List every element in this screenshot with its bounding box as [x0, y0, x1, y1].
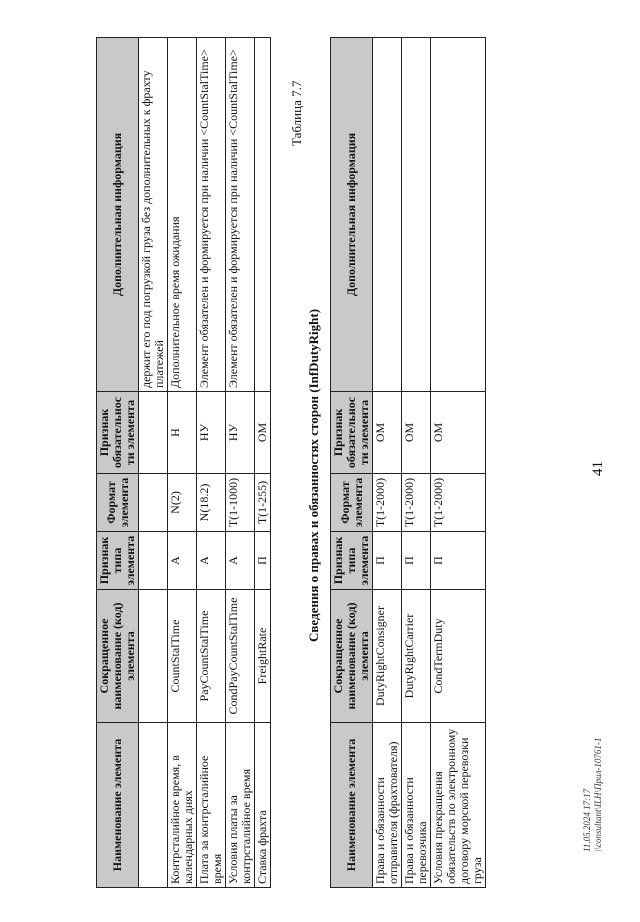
- duty-right-table: [330, 37, 486, 888]
- cell-required: ОМ: [431, 392, 486, 474]
- cell-code: CondPayCountStalTime: [226, 590, 255, 723]
- header-element-code: Сокращенное наименование (код) элемента: [97, 590, 139, 723]
- cell-format: T(1-2000): [402, 474, 431, 532]
- cell-format: T(1-2000): [373, 474, 402, 532]
- cell-format: T(1-2000): [431, 474, 486, 532]
- cell-info: Элемент обязателен и формируется при наличии <CountStalTime>: [226, 38, 255, 392]
- header-element-name: Наименование элемента: [331, 723, 373, 888]
- cell-info: держит его под погрузкой груза без дополнительных к фрахту платежей: [139, 38, 168, 392]
- table-row: [226, 38, 255, 888]
- header-element-name: Наименование элемента: [97, 723, 139, 888]
- header-element-format: Формат элемента: [331, 474, 373, 532]
- header-element-required: Признак обязательности элемента: [331, 392, 373, 474]
- cell-name: Условия прекращения обязательств по электронному договору морской перевозки груза: [431, 723, 486, 888]
- cell-required: НУ: [226, 392, 255, 474]
- cell-name: Права и обязанности отправителя (фрахтователя): [373, 723, 402, 888]
- cell-type: П: [402, 532, 431, 590]
- cell-type: П: [373, 532, 402, 590]
- header-additional-info: Дополнительная информация: [97, 38, 139, 392]
- footer-line-2: \\consultant\ILH\Прил-10761-1: [593, 737, 603, 852]
- table-row: [373, 38, 402, 888]
- cell-name: Контрсталийное время, в календарных днях: [168, 723, 197, 888]
- header-additional-info: Дополнительная информация: [331, 38, 373, 392]
- cell-format: [139, 474, 168, 532]
- cell-code: CondTermDuty: [431, 590, 486, 723]
- cell-code: PayCountStalTime: [197, 590, 226, 723]
- cell-format: T(1-255): [255, 474, 271, 532]
- cell-info: [373, 38, 402, 392]
- cell-code: FreightRate: [255, 590, 271, 723]
- cell-type: П: [255, 532, 271, 590]
- cell-type: А: [197, 532, 226, 590]
- table-caption: Сведения о правах и обязанностях сторон (InfDutyRight): [306, 308, 321, 642]
- cell-format: N(2): [168, 474, 197, 532]
- cell-info: Элемент обязателен и формируется при наличии <CountStalTime>: [197, 38, 226, 392]
- header-element-code: Сокращенное наименование (код) элемента: [331, 590, 373, 723]
- cell-name: [139, 723, 168, 888]
- table-row: [402, 38, 431, 888]
- cell-required: НУ: [197, 392, 226, 474]
- table-row: [139, 38, 168, 888]
- elements-table-continued: [96, 37, 271, 888]
- header-element-required: Признак обязательности элемента: [97, 392, 139, 474]
- cell-code: [139, 590, 168, 723]
- table-header-row: [97, 38, 139, 888]
- cell-info: Дополнительное время ожидания: [168, 38, 197, 392]
- footer-stamp: [582, 738, 604, 852]
- cell-name: Плата за контрсталийное время: [197, 723, 226, 888]
- table-row: [197, 38, 226, 888]
- cell-format: N(18.2): [197, 474, 226, 532]
- header-element-type: Признак типа элемента: [331, 532, 373, 590]
- cell-type: А: [226, 532, 255, 590]
- header-element-format: Формат элемента: [97, 474, 139, 532]
- page-number: 41: [590, 461, 606, 476]
- cell-required: [139, 392, 168, 474]
- table-label: Таблица 7.7: [289, 80, 304, 146]
- cell-type: [139, 532, 168, 590]
- cell-code: DutyRightConsigner: [373, 590, 402, 723]
- cell-code: DutyRightCarrier: [402, 590, 431, 723]
- cell-required: ОМ: [373, 392, 402, 474]
- cell-required: ОМ: [402, 392, 431, 474]
- header-element-type: Признак типа элемента: [97, 532, 139, 590]
- cell-name: Ставка фрахта: [255, 723, 271, 888]
- footer-line-1: 11.05.2024 17:17: [582, 788, 592, 852]
- table-row: [168, 38, 197, 888]
- cell-code: CountStalTime: [168, 590, 197, 723]
- cell-name: Условия платы за контрсталийное время: [226, 723, 255, 888]
- table-header-row: [331, 38, 373, 888]
- table-row: [255, 38, 271, 888]
- cell-info: [431, 38, 486, 392]
- cell-type: А: [168, 532, 197, 590]
- table-row: [431, 38, 486, 888]
- cell-type: П: [431, 532, 486, 590]
- cell-name: Права и обязанности перевозчика: [402, 723, 431, 888]
- cell-format: T(1-1000): [226, 474, 255, 532]
- cell-required: ОМ: [255, 392, 271, 474]
- cell-required: Н: [168, 392, 197, 474]
- cell-info: [402, 38, 431, 392]
- cell-info: [255, 38, 271, 392]
